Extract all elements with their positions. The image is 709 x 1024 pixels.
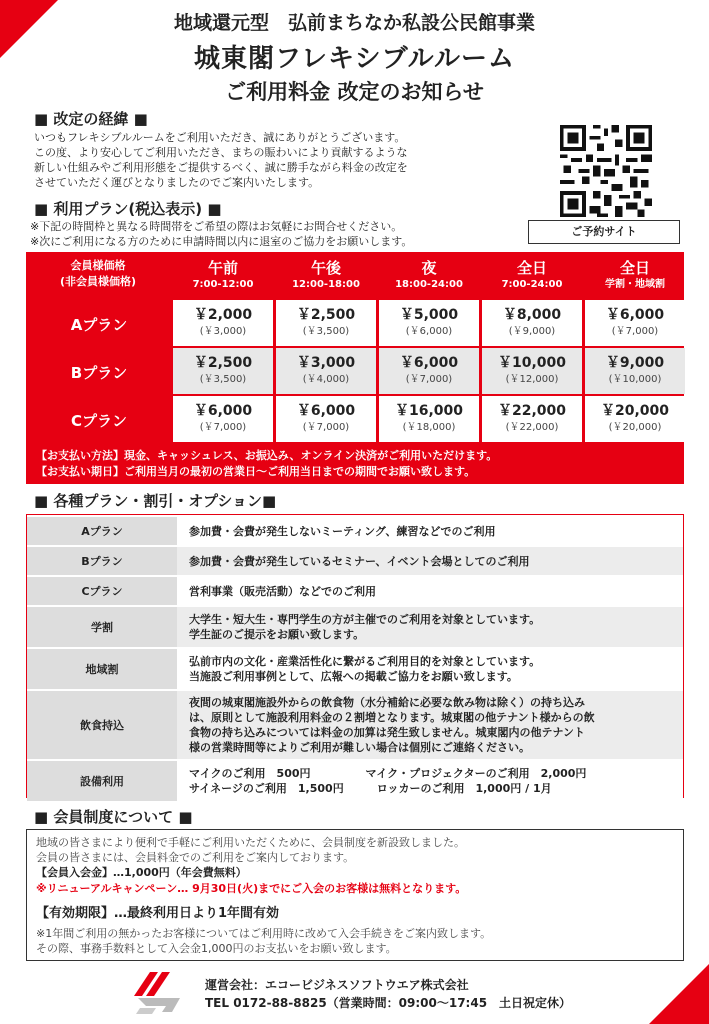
- price-cell: [585, 348, 685, 394]
- corner-decoration-bottom-right: [649, 964, 709, 1024]
- price-cell: [276, 300, 376, 346]
- option-label: 学割: [27, 607, 177, 647]
- column-time: 12:00-18:00: [292, 279, 360, 290]
- price-cell: [276, 348, 376, 394]
- member-price: ￥22,000: [497, 403, 567, 419]
- option-description-line: 様の営業時間等によりご利用が難しい場合は個別にご連絡ください。: [189, 741, 530, 754]
- price-cell: [379, 300, 479, 346]
- plan-notes: [30, 219, 412, 249]
- nonmember-price: (￥10,000): [608, 374, 662, 385]
- history-paragraph: [34, 130, 408, 190]
- option-row: [27, 517, 683, 545]
- nonmember-price: (￥3,500): [302, 326, 350, 337]
- member-price: ￥6,000: [193, 403, 253, 419]
- price-column-header: [585, 258, 685, 292]
- payment-deadline-note: 【お支払い期日】ご利用当月の最初の営業日～ご利用当日までの期間でお願い致します。: [36, 465, 476, 478]
- option-row: [27, 547, 683, 575]
- payment-method-note: 【お支払い方法】現金、キャッシュレス、お振込み、オンライン決済がご利用いただけます。: [36, 449, 498, 462]
- nonmember-price: (￥20,000): [608, 422, 662, 433]
- price-column-header: [173, 258, 273, 292]
- option-description-line: 食物の持ち込みについては料金の加算は発生致しません。城東閣内の他テナント: [189, 726, 585, 739]
- corner-label-nonmember: (非会員様価格): [59, 275, 137, 288]
- member-price: ￥6,000: [399, 355, 459, 371]
- nonmember-price: (￥7,000): [611, 326, 659, 337]
- nonmember-price: (￥6,000): [405, 326, 453, 337]
- qr-code[interactable]: [560, 125, 652, 217]
- price-column-header: [482, 258, 582, 292]
- price-column-header: [379, 258, 479, 292]
- options-table: [26, 514, 684, 798]
- member-price: ￥5,000: [399, 307, 459, 323]
- company-logo: [132, 968, 186, 1018]
- option-description: [177, 547, 683, 575]
- option-description-line: 大学生・短大生・専門学生の方が主催でのご利用を対象としています。: [189, 613, 541, 626]
- price-cell: [482, 300, 582, 346]
- member-intro-line: 会員の皆さまには、会員料金でのご利用をご案内しております。: [36, 851, 355, 864]
- price-cell: [379, 348, 479, 394]
- option-description-line: 営利事業（販売活動）などでのご利用: [189, 584, 376, 598]
- nonmember-price: (￥3,000): [199, 326, 247, 337]
- plan-note-line: ※下記の時間枠と異なる時間帯をご希望の際はお気軽にお問合せください。: [30, 220, 403, 233]
- nonmember-price: (￥7,000): [199, 422, 247, 433]
- column-time: 7:00-24:00: [501, 279, 563, 290]
- column-time: 18:00-24:00: [395, 279, 463, 290]
- option-description-line: 当施設ご利用事例として、広報への掲載ご協力をお願い致します。: [189, 670, 518, 683]
- nonmember-price: (￥18,000): [402, 422, 456, 433]
- member-price: ￥2,500: [296, 307, 356, 323]
- member-price: ￥10,000: [497, 355, 567, 371]
- option-row: [27, 577, 683, 605]
- option-description-line: 参加費・会費が発生しているセミナー、イベント会場としてのご利用: [189, 554, 530, 568]
- member-note-line: その際、事務手数料として入会金1,000円のお支払いをお願い致します。: [36, 942, 397, 955]
- price-cell: [173, 396, 273, 442]
- column-period: 全日: [619, 259, 650, 277]
- price-cell: [482, 348, 582, 394]
- option-row: [27, 607, 683, 647]
- section-title-options: ■ 各種プラン・割引・オプション■: [34, 492, 277, 510]
- member-price: ￥2,000: [193, 307, 253, 323]
- option-label: Aプラン: [27, 517, 177, 545]
- option-label: 設備利用: [27, 761, 177, 801]
- history-line: この度、より安心してご利用いただき、まちの賑わいにより貢献するような: [34, 146, 408, 159]
- option-row: [27, 761, 683, 801]
- price-row-plan: Cプラン: [70, 412, 127, 430]
- column-period: 夜: [421, 259, 437, 277]
- member-note-line: ※1年間ご利用の無かったお客様についてはご利用時に改めて入会手続きをご案内致します。: [36, 927, 492, 940]
- price-column-header: [276, 258, 376, 292]
- member-campaign: ※リニューアルキャンペーン… 9月30日(火)までにご入会のお客様は無料となります。: [36, 882, 467, 895]
- member-fee: 【会員入会金】…1,000円（年会費無料）: [36, 866, 247, 879]
- nonmember-price: (￥4,000): [302, 374, 350, 385]
- plan-note-line: ※次にご利用になる方のために申請時間以内に退室のご協力をお願いします。: [30, 235, 413, 248]
- column-time: 学割・地域割: [605, 279, 665, 290]
- member-price: ￥6,000: [605, 307, 665, 323]
- option-description: [177, 649, 683, 689]
- page-title: 城東閣フレキシブルルーム: [193, 44, 515, 74]
- option-row: [27, 649, 683, 689]
- nonmember-price: (￥7,000): [405, 374, 453, 385]
- option-description-line: 学生証のご提示をお願い致します。: [189, 628, 365, 641]
- price-row-plan: Bプラン: [70, 364, 128, 382]
- option-description: [177, 761, 683, 801]
- option-description-line: サイネージのご利用 1,500円 ロッカーのご利用 1,000円 / 1月: [189, 782, 552, 795]
- member-price: ￥16,000: [394, 403, 464, 419]
- reservation-site-label[interactable]: ご予約サイト: [528, 220, 680, 244]
- option-label: 地域割: [27, 649, 177, 689]
- price-cell: [173, 300, 273, 346]
- option-description-line: は、原則として施設利用料金の２割増となります。城東閣の他テナント様からの飲: [189, 711, 595, 724]
- option-description: [177, 607, 683, 647]
- nonmember-price: (￥9,000): [508, 326, 556, 337]
- option-label: Bプラン: [27, 547, 177, 575]
- member-price: ￥20,000: [600, 403, 670, 419]
- section-title-history: ■ 改定の経緯 ■: [34, 110, 148, 128]
- nonmember-price: (￥7,000): [302, 422, 350, 433]
- option-description: [177, 691, 683, 759]
- nonmember-price: (￥12,000): [505, 374, 559, 385]
- price-cell: [585, 396, 685, 442]
- header-subtitle: 地域還元型 弘前まちなか私設公民館事業: [173, 12, 535, 34]
- nonmember-price: (￥22,000): [505, 422, 559, 433]
- price-cell: [173, 348, 273, 394]
- option-description-line: 参加費・会費が発生しないミーティング、練習などでのご利用: [189, 524, 496, 538]
- corner-label-member: 会員様価格: [70, 259, 126, 272]
- price-table-corner: [34, 258, 162, 290]
- member-info-box: [26, 829, 684, 961]
- nonmember-price: (￥3,500): [199, 374, 247, 385]
- history-line: 新しい仕組みやご利用形態をご提供するべく、誠に勝手ながら料金の改定を: [34, 161, 408, 174]
- option-description: [177, 577, 683, 605]
- member-price: ￥9,000: [605, 355, 665, 371]
- price-cell: [585, 300, 685, 346]
- column-period: 午前: [207, 259, 238, 277]
- member-intro-line: 地域の皆さまにより便利で手軽にご利用いただくために、会員制度を新設致しました。: [36, 836, 465, 849]
- column-time: 7:00-12:00: [192, 279, 254, 290]
- footer-contact: TEL 0172-88-8825（営業時間：09:00～17:45 土日祝定休）: [205, 996, 572, 1010]
- price-row-plan: Aプラン: [70, 316, 128, 334]
- section-title-member: ■ 会員制度について ■: [34, 808, 193, 826]
- section-title-plan: ■ 利用プラン(税込表示) ■: [34, 200, 222, 218]
- member-price: ￥8,000: [502, 307, 562, 323]
- option-description-line: 弘前市内の文化・産業活性化に繋がるご利用目的を対象としています。: [189, 655, 541, 668]
- option-description: [177, 517, 683, 545]
- notice-title: ご利用料金 改定のお知らせ: [225, 80, 484, 104]
- column-period: 全日: [516, 259, 547, 277]
- option-label: 飲食持込: [27, 691, 177, 759]
- price-cell: [482, 396, 582, 442]
- price-table: [26, 252, 684, 484]
- history-line: いつもフレキシブルルームをご利用いただき、誠にありがとうございます。: [34, 131, 406, 144]
- member-price: ￥3,000: [296, 355, 356, 371]
- member-price: ￥6,000: [296, 403, 356, 419]
- column-period: 午後: [310, 259, 341, 277]
- option-label: Cプラン: [27, 577, 177, 605]
- option-row: [27, 691, 683, 759]
- price-cell: [379, 396, 479, 442]
- option-description-line: マイクのご利用 500円 マイク・プロジェクターのご利用 2,000円: [189, 767, 587, 780]
- option-description-line: 夜間の城東閣施設外からの飲食物（水分補給に必要な飲み物は除く）の持ち込み: [189, 696, 585, 709]
- member-price: ￥2,500: [193, 355, 253, 371]
- price-cell: [276, 396, 376, 442]
- member-validity: 【有効期限】…最終利用日より1年間有効: [36, 906, 280, 921]
- footer-company: 運営会社：エコービジネスソフトウエア株式会社: [205, 978, 469, 992]
- history-line: させていただく運びとなりましたのでご案内いたします。: [34, 176, 320, 189]
